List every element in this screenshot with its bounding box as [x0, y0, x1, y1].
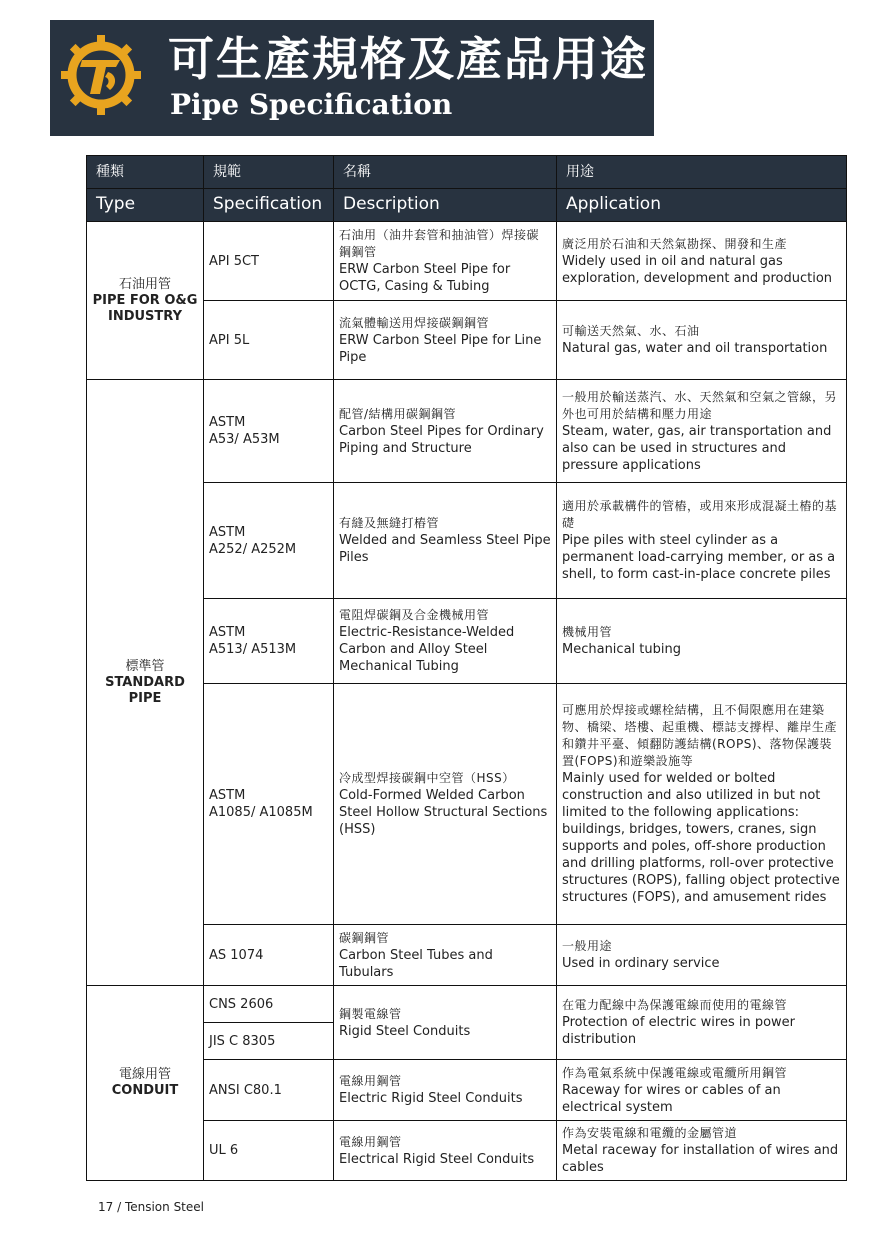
spec-cell: API 5CT	[204, 222, 334, 301]
app-cell: 作為安裝電線和電纜的金屬管道 Metal raceway for installation of wires and cables	[557, 1121, 847, 1181]
desc-cell: 鋼製電線管 Rigid Steel Conduits	[334, 986, 557, 1060]
header-spec-en: Specification	[204, 189, 334, 222]
desc-cell: 冷成型焊接碳鋼中空管（HSS） Cold-Formed Welded Carbon Steel Hollow Structural Sections (HSS)	[334, 684, 557, 925]
header-spec-zh: 規範	[204, 156, 334, 189]
app-cell: 廣泛用於石油和天然氣勘探、開發和生產 Widely used in oil and natural gas exploration, development and production	[557, 222, 847, 301]
spec-cell: UL 6	[204, 1121, 334, 1181]
spec-cell: AS 1074	[204, 925, 334, 986]
app-cell: 一般用途 Used in ordinary service	[557, 925, 847, 986]
gear-t-logo-icon	[60, 34, 142, 116]
spec-cell: ASTM A53/ A53M	[204, 380, 334, 483]
header-desc-en: Description	[334, 189, 557, 222]
app-cell: 可輸送天然氣、水、石油 Natural gas, water and oil transportation	[557, 301, 847, 380]
type-group-conduit: 電線用管 CONDUIT	[87, 986, 204, 1181]
type-group-og: 石油用管 PIPE FOR O&G INDUSTRY	[87, 222, 204, 380]
pipe-spec-table	[86, 155, 847, 1181]
header-banner	[50, 20, 654, 136]
header-desc-zh: 名稱	[334, 156, 557, 189]
spec-cell: ASTM A513/ A513M	[204, 599, 334, 684]
spec-cell: API 5L	[204, 301, 334, 380]
table-header-row-zh	[87, 156, 847, 189]
table-row	[87, 222, 847, 301]
header-type-zh: 種類	[87, 156, 204, 189]
app-cell: 機械用管 Mechanical tubing	[557, 599, 847, 684]
app-cell: 作為電氣系統中保護電線或電纜所用鋼管 Raceway for wires or cables of an electrical system	[557, 1060, 847, 1121]
spec-cell: ASTM A1085/ A1085M	[204, 684, 334, 925]
header-app-en: Application	[557, 189, 847, 222]
desc-cell: 配管/結構用碳鋼鋼管 Carbon Steel Pipes for Ordinary Piping and Structure	[334, 380, 557, 483]
page-title: 可生產規格及產品用途	[168, 32, 648, 86]
spec-cell: ASTM A252/ A252M	[204, 483, 334, 599]
table-row	[87, 986, 847, 1023]
type-group-standard: 標準管 STANDARD PIPE	[87, 380, 204, 986]
spec-cell: JIS C 8305	[204, 1023, 334, 1060]
table-row	[87, 380, 847, 483]
spec-cell: ANSI C80.1	[204, 1060, 334, 1121]
app-cell: 一般用於輸送蒸汽、水、天然氣和空氣之管線，另外也可用於結構和壓力用途 Steam, water, gas, air transportation and also can be used in structures and pressure applications	[557, 380, 847, 483]
app-cell: 在電力配線中為保護電線而使用的電線管 Protection of electric wires in power distribution	[557, 986, 847, 1060]
header-type-en: Type	[87, 189, 204, 222]
desc-cell: 電線用鋼管 Electric Rigid Steel Conduits	[334, 1060, 557, 1121]
desc-cell: 石油用（油井套管和抽油管）焊接碳鋼鋼管 ERW Carbon Steel Pipe for OCTG, Casing & Tubing	[334, 222, 557, 301]
app-cell: 適用於承載構件的管樁，或用來形成混凝土樁的基礎 Pipe piles with steel cylinder as a permanent load-carrying member, or as a shell, to form cast-in-place concrete piles	[557, 483, 847, 599]
desc-cell: 碳鋼鋼管 Carbon Steel Tubes and Tubulars	[334, 925, 557, 986]
desc-cell: 電阻焊碳鋼及合金機械用管 Electric-Resistance-Welded Carbon and Alloy Steel Mechanical Tubing	[334, 599, 557, 684]
spec-cell: CNS 2606	[204, 986, 334, 1023]
desc-cell: 流氣體輸送用焊接碳鋼鋼管 ERW Carbon Steel Pipe for Line Pipe	[334, 301, 557, 380]
table-header-row-en	[87, 189, 847, 222]
page-subtitle: Pipe Specification	[170, 88, 453, 121]
desc-cell: 有縫及無縫打樁管 Welded and Seamless Steel Pipe Piles	[334, 483, 557, 599]
app-cell: 可應用於焊接或螺栓結構，且不侷限應用在建築物、橋梁、塔樓、起重機、標誌支撐桿、離岸生產和鑽井平臺、傾翻防護結構(ROPS)、落物保護裝置(FOPS)和遊樂設施等 Mainly used for welded or bolted construction and also utilized in but not limited to the following applications: buildings, bridges, towers, cranes, sign supports and poles, off-shore production and drilling platforms, roll-over protective structures (ROPS), falling object protective structures (FOPS), and amusement rides	[557, 684, 847, 925]
header-app-zh: 用途	[557, 156, 847, 189]
desc-cell: 電線用鋼管 Electrical Rigid Steel Conduits	[334, 1121, 557, 1181]
page-footer: 17 / Tension Steel	[98, 1200, 204, 1214]
